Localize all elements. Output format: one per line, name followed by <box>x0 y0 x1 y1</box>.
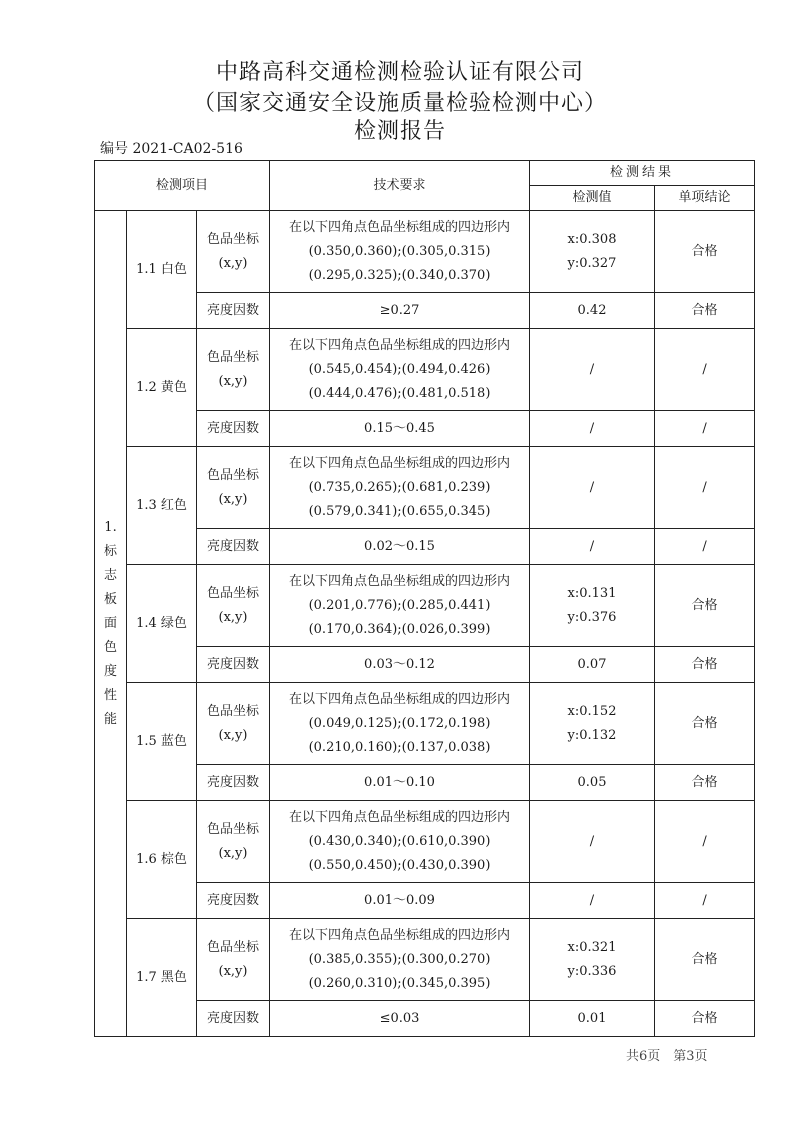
luminance-requirement: 0.02～0.15 <box>270 529 530 565</box>
chroma-label: 色品坐标 <box>206 349 259 365</box>
report-number: 编号 2021-CA02-516 <box>100 141 243 157</box>
luminance-label: 亮度因数 <box>197 765 270 801</box>
requirement-line: (0.579,0.341);(0.655,0.345) <box>308 503 491 519</box>
header-row <box>95 161 755 186</box>
luminance-label: 亮度因数 <box>197 647 270 683</box>
luminance-requirement: 0.15～0.45 <box>270 411 530 447</box>
luminance-value: / <box>530 529 655 565</box>
requirement-line: (0.201,0.776);(0.285,0.441) <box>308 597 491 613</box>
requirement-line: (0.260,0.310);(0.345,0.395) <box>308 975 491 991</box>
col-value-header: 检测值 <box>530 186 655 211</box>
chroma-requirement <box>270 801 530 883</box>
col-result-header: 检测结果 <box>530 161 755 186</box>
chroma-value <box>530 565 655 647</box>
chroma-row <box>95 447 755 529</box>
luminance-label: 亮度因数 <box>197 411 270 447</box>
chroma-label-cell <box>197 801 270 883</box>
chroma-label: 色品坐标 <box>206 939 259 955</box>
chroma-requirement <box>270 211 530 293</box>
chroma-value <box>530 329 655 411</box>
category-char: 志 <box>103 567 117 583</box>
category-char: 标 <box>103 543 117 559</box>
requirement-line: (0.550,0.450);(0.430,0.390) <box>308 857 491 873</box>
value-line: x:0.308 <box>567 231 617 247</box>
chroma-conclusion: / <box>655 447 755 529</box>
chroma-label-cell <box>197 329 270 411</box>
value-line: x:0.321 <box>567 939 617 955</box>
requirement-line: (0.049,0.125);(0.172,0.198) <box>308 715 491 731</box>
col-conclusion-header: 单项结论 <box>655 186 755 211</box>
value-line: y:0.132 <box>567 727 617 743</box>
category-cell <box>95 211 127 1037</box>
requirement-line: 在以下四角点色品坐标组成的四边形内 <box>288 219 510 235</box>
color-name: 1.7 黑色 <box>127 919 197 1037</box>
color-name: 1.1 白色 <box>127 211 197 329</box>
chroma-row <box>95 919 755 1001</box>
chroma-conclusion: / <box>655 329 755 411</box>
luminance-requirement: 0.03～0.12 <box>270 647 530 683</box>
value-line: y:0.376 <box>567 609 617 625</box>
value-line: / <box>589 833 595 849</box>
luminance-requirement: ≤0.03 <box>270 1001 530 1037</box>
color-name: 1.3 红色 <box>127 447 197 565</box>
requirement-line: (0.295,0.325);(0.340,0.370) <box>308 267 491 283</box>
category-char: 板 <box>103 591 117 607</box>
value-line: y:0.327 <box>567 255 617 271</box>
requirement-line: (0.430,0.340);(0.610,0.390) <box>308 833 491 849</box>
chroma-row <box>95 801 755 883</box>
col-item-header: 检测项目 <box>95 161 270 211</box>
luminance-value: 0.01 <box>530 1001 655 1037</box>
chroma-unit: (x,y) <box>218 609 248 625</box>
luminance-value: / <box>530 411 655 447</box>
luminance-conclusion: / <box>655 883 755 919</box>
chroma-unit: (x,y) <box>218 963 248 979</box>
requirement-line: (0.545,0.454);(0.494,0.426) <box>308 361 491 377</box>
chroma-label: 色品坐标 <box>206 703 259 719</box>
requirement-line: (0.444,0.476);(0.481,0.518) <box>308 385 491 401</box>
luminance-conclusion: / <box>655 529 755 565</box>
luminance-requirement: ≥0.27 <box>270 293 530 329</box>
requirement-line: (0.350,0.360);(0.305,0.315) <box>308 243 491 259</box>
luminance-conclusion: 合格 <box>655 647 755 683</box>
luminance-label: 亮度因数 <box>197 529 270 565</box>
center-title: （国家交通安全设施质量检验检测中心） <box>192 91 607 116</box>
chroma-value <box>530 447 655 529</box>
chroma-label-cell <box>197 447 270 529</box>
category-number: 1. <box>104 519 117 535</box>
chroma-unit: (x,y) <box>218 491 248 507</box>
requirement-line: 在以下四角点色品坐标组成的四边形内 <box>288 691 510 707</box>
chroma-requirement <box>270 447 530 529</box>
chroma-value <box>530 801 655 883</box>
chroma-row <box>95 211 755 293</box>
category-char: 能 <box>103 711 117 727</box>
luminance-label: 亮度因数 <box>197 293 270 329</box>
category-char: 色 <box>103 639 117 655</box>
chroma-conclusion: 合格 <box>655 683 755 765</box>
chroma-label: 色品坐标 <box>206 821 259 837</box>
luminance-label: 亮度因数 <box>197 883 270 919</box>
chroma-label: 色品坐标 <box>206 231 259 247</box>
requirement-line: (0.210,0.160);(0.137,0.038) <box>308 739 491 755</box>
chroma-row <box>95 565 755 647</box>
chroma-value <box>530 919 655 1001</box>
chroma-conclusion: / <box>655 801 755 883</box>
chroma-label-cell <box>197 211 270 293</box>
chroma-label-cell <box>197 565 270 647</box>
chroma-requirement <box>270 565 530 647</box>
color-name: 1.6 棕色 <box>127 801 197 919</box>
luminance-value: / <box>530 883 655 919</box>
chroma-value <box>530 683 655 765</box>
chroma-requirement <box>270 919 530 1001</box>
chroma-requirement <box>270 683 530 765</box>
requirement-line: 在以下四角点色品坐标组成的四边形内 <box>288 337 510 353</box>
chroma-label: 色品坐标 <box>206 585 259 601</box>
luminance-conclusion: 合格 <box>655 1001 755 1037</box>
luminance-value: 0.05 <box>530 765 655 801</box>
chroma-label-cell <box>197 683 270 765</box>
value-line: x:0.152 <box>567 703 617 719</box>
requirement-line: 在以下四角点色品坐标组成的四边形内 <box>288 809 510 825</box>
category-char: 性 <box>103 687 117 703</box>
value-line: / <box>589 479 595 495</box>
luminance-requirement: 0.01～0.09 <box>270 883 530 919</box>
luminance-value: 0.42 <box>530 293 655 329</box>
requirement-line: 在以下四角点色品坐标组成的四边形内 <box>288 455 510 471</box>
luminance-requirement: 0.01～0.10 <box>270 765 530 801</box>
requirement-line: 在以下四角点色品坐标组成的四边形内 <box>288 927 510 943</box>
chroma-unit: (x,y) <box>218 727 248 743</box>
chroma-conclusion: 合格 <box>655 919 755 1001</box>
chroma-unit: (x,y) <box>218 845 248 861</box>
company-title: 中路高科交通检测检验认证有限公司 <box>215 60 584 85</box>
value-line: y:0.336 <box>567 963 617 979</box>
chroma-label-cell <box>197 919 270 1001</box>
result-table <box>94 160 755 1037</box>
chroma-unit: (x,y) <box>218 373 248 389</box>
luminance-conclusion: 合格 <box>655 293 755 329</box>
chroma-row <box>95 329 755 411</box>
report-title: 检测报告 <box>353 119 446 144</box>
requirement-line: (0.385,0.355);(0.300,0.270) <box>308 951 491 967</box>
chroma-conclusion: 合格 <box>655 565 755 647</box>
color-name: 1.5 蓝色 <box>127 683 197 801</box>
category-char: 面 <box>103 615 117 631</box>
color-name: 1.2 黄色 <box>127 329 197 447</box>
chroma-unit: (x,y) <box>218 255 248 271</box>
color-name: 1.4 绿色 <box>127 565 197 683</box>
value-line: / <box>589 361 595 377</box>
chroma-conclusion: 合格 <box>655 211 755 293</box>
col-requirement-header: 技术要求 <box>270 161 530 211</box>
chroma-requirement <box>270 329 530 411</box>
category-char: 度 <box>103 663 117 679</box>
requirement-line: (0.735,0.265);(0.681,0.239) <box>308 479 491 495</box>
chroma-value <box>530 211 655 293</box>
requirement-line: (0.170,0.364);(0.026,0.399) <box>308 621 491 637</box>
requirement-line: 在以下四角点色品坐标组成的四边形内 <box>288 573 510 589</box>
luminance-conclusion: 合格 <box>655 765 755 801</box>
luminance-label: 亮度因数 <box>197 1001 270 1037</box>
page-footer: 共6页 第3页 <box>626 1049 708 1064</box>
chroma-label: 色品坐标 <box>206 467 259 483</box>
value-line: x:0.131 <box>567 585 617 601</box>
luminance-value: 0.07 <box>530 647 655 683</box>
chroma-row <box>95 683 755 765</box>
luminance-conclusion: / <box>655 411 755 447</box>
